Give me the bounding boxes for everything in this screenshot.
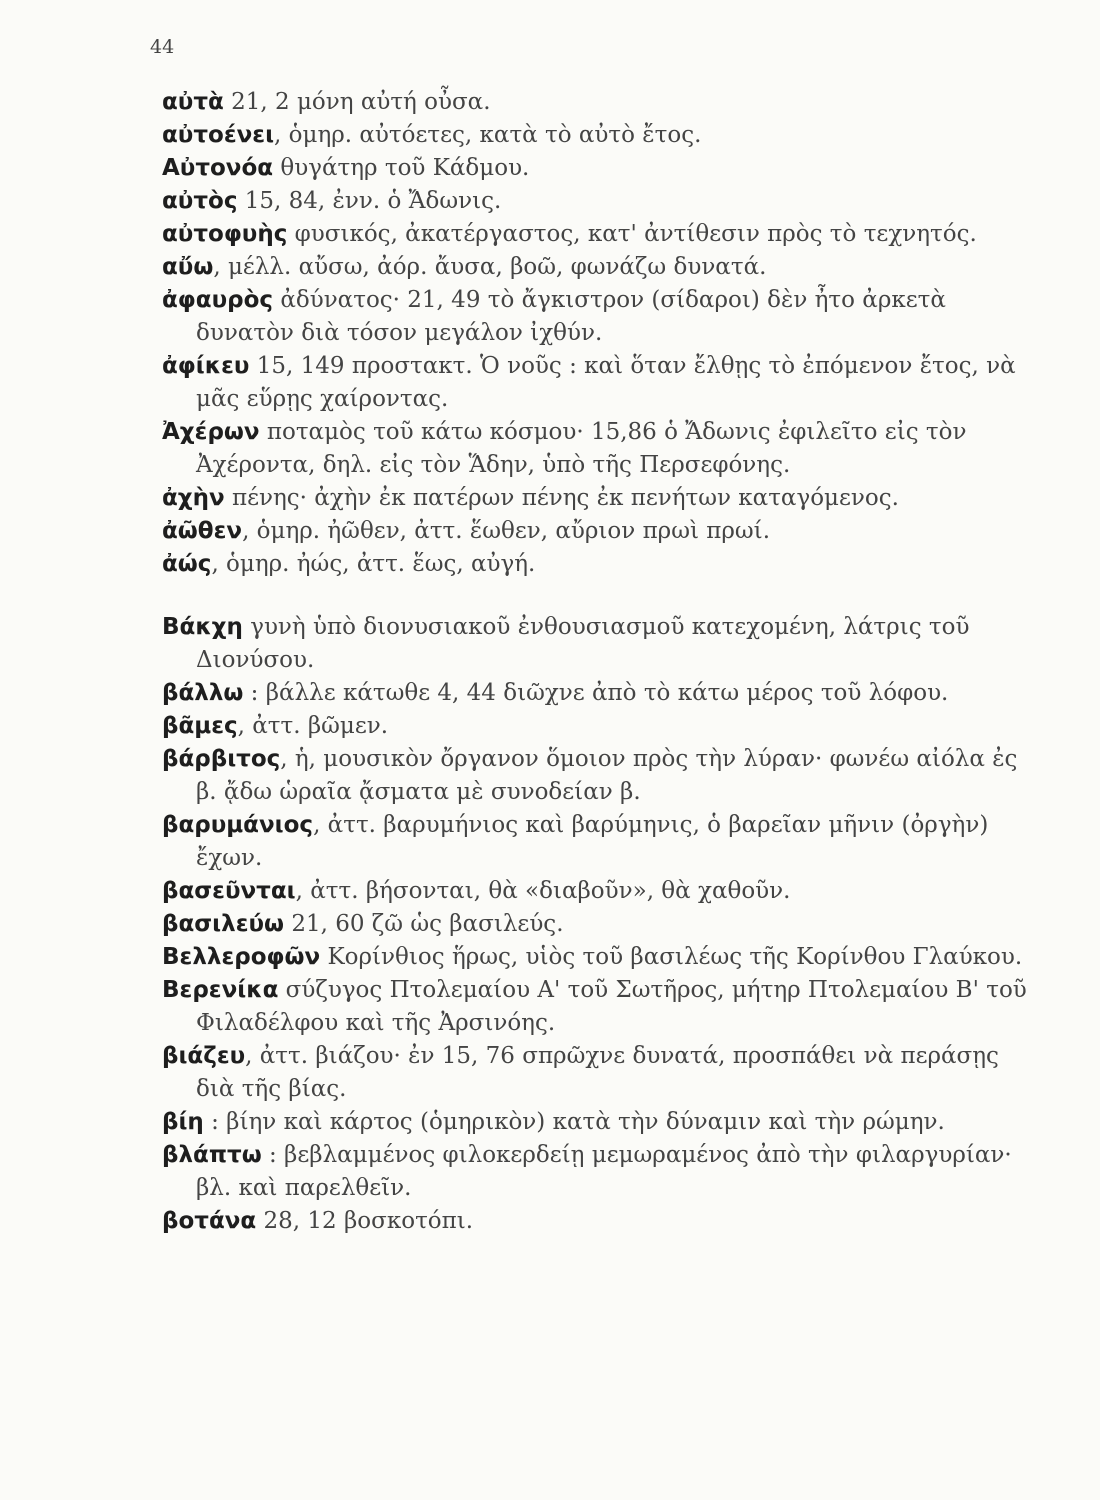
definition: θυγάτηρ τοῦ Κάδμου. [273, 155, 530, 181]
headword: Βελλεροφῶν [162, 944, 321, 970]
definition: : βίην καὶ κάρτος (ὁμηρικὸν) κατὰ τὴν δύναμιν καὶ τὴν ρώμην. [203, 1109, 945, 1135]
headword: βάλλω [162, 680, 244, 706]
dictionary-entry [162, 86, 1042, 119]
definition: πένης· ἀχὴν ἐκ πατέρων πένης ἐκ πενήτων καταγόμενος. [224, 485, 899, 511]
definition: φυσικός, ἀκατέργαστος, κατ' ἀντίθεσιν πρὸς τὸ τεχνητός. [287, 221, 977, 247]
definition: γυνὴ ὑπὸ διονυσιακοῦ ἐνθουσιασμοῦ κατεχομένη, λάτρις τοῦ Διονύσου. [196, 614, 970, 673]
definition: , ἡ, μουσικὸν ὄργανον ὅμοιον πρὸς τὴν λύραν· φωνέω αἰόλα ἐς β. ᾄδω ὡραῖα ᾄσματα μὲ συνοδείαν β. [196, 746, 1018, 805]
headword: ἀφαυρὸς [162, 287, 274, 313]
dictionary-entry [162, 677, 1042, 710]
section-beta [162, 611, 1042, 1238]
dictionary-entry [162, 710, 1042, 743]
dictionary-entry [162, 1139, 1042, 1205]
definition: Κορίνθιος ἥρως, υἱὸς τοῦ βασιλέως τῆς Κορίνθου Γλαύκου. [320, 944, 1023, 970]
headword: Ἀχέρων [162, 419, 260, 445]
definition: , ὁμηρ. αὐτόετες, κατὰ τὸ αὐτὸ ἔτος. [274, 122, 702, 148]
definition: ἀδύνατος· 21, 49 τὸ ἄγκιστρον (σίδαροι) δὲν ἦτο ἀρκετὰ δυνατὸν διὰ τόσον μεγάλον ἰχθύν. [196, 287, 946, 346]
dictionary-entry [162, 350, 1042, 416]
headword: ἀχὴν [162, 485, 225, 511]
headword: Βάκχη [162, 614, 243, 640]
page-number: 44 [150, 36, 175, 58]
dictionary-entry [162, 416, 1042, 482]
definition: , ὁμηρ. ἠῶθεν, ἀττ. ἕωθεν, αὔριον πρωὶ πρωί. [242, 518, 771, 544]
dictionary-entry [162, 185, 1042, 218]
headword: ἀῶθεν [162, 518, 243, 544]
section-alpha [162, 86, 1042, 581]
headword: βίη [162, 1109, 204, 1135]
dictionary-entry [162, 743, 1042, 809]
dictionary-entry [162, 251, 1042, 284]
headword: ἀώς [162, 551, 212, 577]
dictionary-entry [162, 875, 1042, 908]
headword: αὐτοφυὴς [162, 221, 288, 247]
definition: 21, 2 μόνη αὐτή οὖσα. [223, 89, 491, 115]
headword: βαρυμάνιος [162, 812, 314, 838]
definition: , ἀττ. βιάζου· ἐν 15, 76 σπρῶχνε δυνατά, προσπάθει νὰ περάσῃς διὰ τῆς βίας. [196, 1043, 999, 1102]
definition: 15, 84, ἐνν. ὁ Ἄδωνις. [237, 188, 502, 214]
dictionary-entries [162, 86, 1042, 1238]
definition: , μέλλ. αὔσω, ἀόρ. ἄυσα, βοῶ, φωνάζω δυνατά. [213, 254, 767, 280]
headword: βοτάνα [162, 1208, 257, 1234]
section-gap [162, 581, 1042, 611]
dictionary-entry [162, 1106, 1042, 1139]
definition: 28, 12 βοσκοτόπι. [256, 1208, 474, 1234]
headword: αὔω [162, 254, 214, 280]
headword: αὐτὰ [162, 89, 224, 115]
definition: , ἀττ. βήσονται, θὰ «διαβοῦν», θὰ χαθοῦν. [295, 878, 791, 904]
headword: βλάπτω [162, 1142, 262, 1168]
headword: βασεῦνται [162, 878, 296, 904]
definition: ποταμὸς τοῦ κάτω κόσμου· 15,86 ὁ Ἄδωνις ἐφιλεῖτο εἰς τὸν Ἀχέροντα, δηλ. εἰς τὸν Ἅδην, ὑπὸ τῆς Περσεφόνης. [196, 419, 967, 478]
headword: βάρβιτος [162, 746, 281, 772]
definition: , ἀττ. βαρυμήνιος καὶ βαρύμηνις, ὁ βαρεῖαν μῆνιν (ὀργὴν) ἔχων. [196, 812, 989, 871]
dictionary-entry [162, 941, 1042, 974]
dictionary-entry [162, 974, 1042, 1040]
dictionary-entry [162, 218, 1042, 251]
definition: 21, 60 ζῶ ὡς βασιλεύς. [284, 911, 564, 937]
definition: : βάλλε κάτωθε 4, 44 διῶχνε ἀπὸ τὸ κάτω μέρος τοῦ λόφου. [243, 680, 949, 706]
headword: Αὐτονόα [162, 155, 274, 181]
dictionary-entry [162, 809, 1042, 875]
definition: , ὁμηρ. ἠώς, ἀττ. ἕως, αὐγή. [211, 551, 536, 577]
dictionary-entry [162, 284, 1042, 350]
headword: ἀφίκευ [162, 353, 250, 379]
headword: βᾶμες [162, 713, 238, 739]
dictionary-entry [162, 482, 1042, 515]
dictionary-entry [162, 152, 1042, 185]
dictionary-entry [162, 119, 1042, 152]
definition: σύζυγος Πτολεμαίου Α' τοῦ Σωτῆρος, μήτηρ Πτολεμαίου Β' τοῦ Φιλαδέλφου καὶ τῆς Ἀρσινόης. [196, 977, 1027, 1036]
headword: Βερενίκα [162, 977, 279, 1003]
definition: 15, 149 προστακτ. Ὁ νοῦς : καὶ ὅταν ἔλθῃς τὸ ἐπόμενον ἔτος, νὰ μᾶς εὕρῃς χαίροντας. [196, 353, 1016, 412]
dictionary-entry [162, 1040, 1042, 1106]
dictionary-entry [162, 908, 1042, 941]
definition: : βεβλαμμένος φιλοκερδείῃ μεμωραμένος ἀπὸ τὴν φιλαργυρίαν· βλ. καὶ παρελθεῖν. [196, 1142, 1012, 1201]
dictionary-entry [162, 1205, 1042, 1238]
definition: , ἀττ. βῶμεν. [237, 713, 389, 739]
dictionary-entry [162, 548, 1042, 581]
dictionary-entry [162, 515, 1042, 548]
headword: αὐτὸς [162, 188, 238, 214]
headword: αὐτοένει [162, 122, 275, 148]
dictionary-entry [162, 611, 1042, 677]
headword: βασιλεύω [162, 911, 285, 937]
headword: βιάζευ [162, 1043, 246, 1069]
